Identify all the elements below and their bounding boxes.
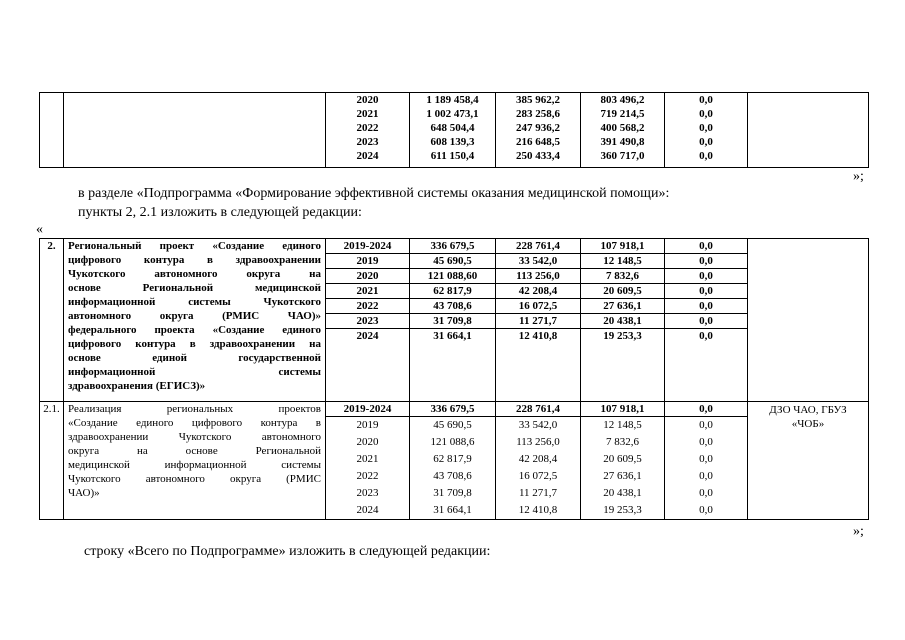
c2-value: 107 918,1 [581, 239, 664, 254]
c1-value: 11 271,7 [518, 487, 558, 499]
year: 2020 [326, 269, 409, 284]
total-value: 45 690,5 [410, 254, 495, 269]
c1-value: 228 761,4 [496, 239, 580, 254]
c2-value: 12 148,5 [581, 254, 664, 269]
year: 2020 [356, 436, 379, 448]
top-year: 2023 [356, 136, 379, 148]
desc-line: федерального проекта «Создание единого [68, 324, 321, 336]
years-cell [326, 239, 410, 402]
c1-value: 33 542,0 [496, 254, 580, 269]
c1-value: 16 072,5 [496, 299, 580, 314]
top-total: 611 150,4 [430, 150, 475, 162]
c3-value: 0,0 [665, 284, 747, 299]
main-table [39, 238, 869, 520]
responsible-cell [748, 239, 869, 402]
top-c1: 283 258,6 [516, 108, 560, 120]
top-total: 648 504,4 [430, 122, 475, 134]
c3-value: 0,0 [699, 470, 713, 482]
top-c3: 0,0 [699, 150, 713, 162]
desc-line: здравоохранении Чукотского автономного [68, 431, 321, 443]
top-year: 2024 [356, 150, 379, 162]
responsible-line: ДЗО ЧАО, ГБУЗ [769, 404, 847, 416]
c3-value: 0,0 [699, 453, 713, 465]
top-c2: 803 496,2 [600, 94, 645, 106]
desc-line: Чукотского автономного округа на [68, 268, 321, 280]
desc-line: ЧАО)» [68, 487, 100, 499]
top-c3: 0,0 [699, 136, 713, 148]
year: 2019-2024 [326, 402, 409, 417]
desc-line: цифрового контура в здравоохранении на [68, 338, 321, 350]
c1-value: 12 410,8 [518, 330, 558, 342]
c1-value: 42 208,4 [496, 284, 580, 299]
top-c2-cell [581, 93, 665, 168]
top-total-cell [410, 93, 496, 168]
top-c2: 391 490,8 [600, 136, 645, 148]
total-value: 336 679,5 [410, 239, 495, 254]
c3-cell [665, 402, 748, 520]
desc-line: Чукотского автономного округа (РМИС [68, 473, 321, 485]
c1-value: 16 072,5 [518, 470, 558, 482]
desc-line: Реализация региональных проектов [68, 403, 321, 415]
c2-value: 7 832,6 [581, 269, 664, 284]
total-value: 31 664,1 [433, 504, 472, 516]
year: 2024 [356, 504, 379, 516]
c3-value: 0,0 [665, 254, 747, 269]
c1-value: 12 410,8 [518, 504, 558, 516]
total-value: 31 664,1 [433, 330, 472, 342]
c1-cell [496, 239, 581, 402]
top-year: 2021 [356, 108, 379, 120]
total-value: 121 088,6 [430, 436, 475, 448]
c2-value: 20 438,1 [581, 314, 664, 329]
c3-value: 0,0 [665, 402, 747, 417]
year: 2024 [356, 330, 379, 342]
c2-value: 20 609,5 [603, 453, 642, 465]
table-row [40, 239, 869, 402]
c3-value: 0,0 [665, 239, 747, 254]
row-description [64, 239, 326, 402]
c1-value: 113 256,0 [516, 436, 560, 448]
c2-value: 19 253,3 [603, 504, 642, 516]
top-table [39, 92, 869, 168]
paragraph-section-change: в разделе «Подпрограмма «Формирование эффективной системы оказания медицинской помощи»: [78, 186, 670, 201]
table-row [40, 402, 869, 520]
top-year: 2022 [356, 122, 379, 134]
top-c1: 385 962,2 [516, 94, 560, 106]
desc-line: округа на основе Региональной [68, 445, 321, 457]
c1-value: 33 542,0 [518, 419, 558, 431]
top-c3-cell [665, 93, 748, 168]
top-c1: 250 433,4 [516, 150, 560, 162]
year: 2021 [326, 284, 409, 299]
c3-cell [665, 239, 748, 402]
total-cell [410, 402, 496, 520]
c1-value: 42 208,4 [518, 453, 558, 465]
c2-value: 20 438,1 [603, 487, 642, 499]
paragraph-total-change: строку «Всего по Подпрограмме» изложить в следующей редакции: [84, 544, 491, 559]
c1-cell [496, 402, 581, 520]
c3-value: 0,0 [665, 314, 747, 329]
desc-line: основе единой государственной [68, 352, 321, 364]
top-year: 2020 [356, 94, 379, 106]
c3-value: 0,0 [665, 299, 747, 314]
total-value: 31 709,8 [410, 314, 495, 329]
c1-value: 228 761,4 [496, 402, 580, 417]
year: 2019 [356, 419, 379, 431]
desc-line: цифрового контура в здравоохранении [68, 254, 321, 266]
row-number: 2.1. [40, 402, 64, 520]
responsible-line: «ЧОБ» [791, 418, 825, 430]
top-c1: 216 648,5 [516, 136, 560, 148]
top-c1: 247 936,2 [516, 122, 560, 134]
c3-value: 0,0 [699, 504, 713, 516]
desc-line: Региональный проект «Создание единого [68, 240, 321, 252]
c3-value: 0,0 [699, 419, 713, 431]
year: 2019 [326, 254, 409, 269]
top-num-cell [40, 93, 64, 168]
top-desc-cell [64, 93, 326, 168]
top-c2: 400 568,2 [600, 122, 645, 134]
responsible-cell [748, 402, 869, 520]
top-total: 1 002 473,1 [426, 108, 479, 120]
year: 2022 [356, 470, 379, 482]
c2-value: 20 609,5 [581, 284, 664, 299]
year: 2022 [326, 299, 409, 314]
desc-line: медицинской информационной системы [68, 459, 321, 471]
total-value: 45 690,5 [433, 419, 472, 431]
close-quote-2: »; [853, 524, 864, 539]
c3-value: 0,0 [699, 487, 713, 499]
total-value: 31 709,8 [433, 487, 472, 499]
top-c2: 719 214,5 [600, 108, 645, 120]
c1-value: 11 271,7 [496, 314, 580, 329]
year: 2021 [356, 453, 379, 465]
desc-line: информационной системы [68, 366, 321, 378]
c2-value: 19 253,3 [603, 330, 642, 342]
c2-value: 27 636,1 [603, 470, 642, 482]
total-value: 62 817,9 [433, 453, 472, 465]
top-c3: 0,0 [699, 94, 713, 106]
top-total: 1 189 458,4 [426, 94, 479, 106]
top-c2: 360 717,0 [600, 150, 645, 162]
year: 2019-2024 [326, 239, 409, 254]
year: 2023 [326, 314, 409, 329]
total-cell [410, 239, 496, 402]
desc-line: основе Региональной медицинской [68, 282, 321, 294]
paragraph-items-change: пункты 2, 2.1 изложить в следующей редакции: [78, 205, 362, 220]
total-value: 43 708,6 [433, 470, 472, 482]
c2-value: 12 148,5 [603, 419, 642, 431]
total-value: 62 817,9 [410, 284, 495, 299]
desc-line: здравоохранения (ЕГИСЗ)» [68, 380, 206, 392]
c1-value: 113 256,0 [496, 269, 580, 284]
total-value: 43 708,6 [410, 299, 495, 314]
total-value: 336 679,5 [410, 402, 495, 417]
close-quote-1: »; [853, 169, 864, 184]
c2-value: 27 636,1 [581, 299, 664, 314]
top-c3: 0,0 [699, 108, 713, 120]
year: 2023 [356, 487, 379, 499]
top-years-cell [326, 93, 410, 168]
open-quote: « [36, 222, 43, 237]
years-cell [326, 402, 410, 520]
desc-line: информационной системы Чукотского [68, 296, 321, 308]
c2-value: 7 832,6 [606, 436, 639, 448]
c3-value: 0,0 [699, 330, 713, 342]
top-total: 608 139,3 [430, 136, 475, 148]
c2-cell [581, 402, 665, 520]
c2-value: 107 918,1 [581, 402, 664, 417]
top-c3: 0,0 [699, 122, 713, 134]
top-responsible-cell [748, 93, 869, 168]
c3-value: 0,0 [699, 436, 713, 448]
c2-cell [581, 239, 665, 402]
top-c1-cell [496, 93, 581, 168]
row-description [64, 402, 326, 520]
row-number: 2. [40, 239, 64, 402]
desc-line: автономного округа (РМИС ЧАО)» [68, 310, 321, 322]
desc-line: «Создание единого цифрового контура в [68, 417, 321, 429]
c3-value: 0,0 [665, 269, 747, 284]
total-value: 121 088,60 [410, 269, 495, 284]
